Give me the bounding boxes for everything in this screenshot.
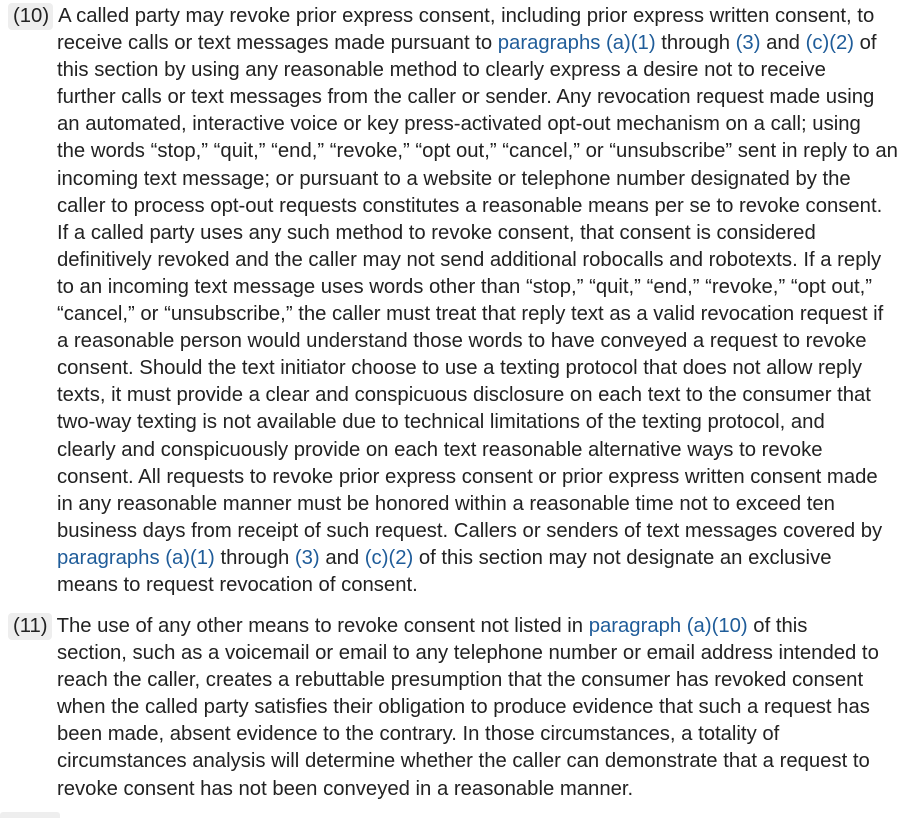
text-segment: a reasonable person would understand those words to have conveyed a request to revoke: [57, 330, 867, 353]
text-segment: revoke consent has not been conveyed in a reasonable manner.: [57, 777, 634, 800]
text-segment: further calls or text messages from the caller or sender. Any revocation request made using: [57, 86, 875, 109]
text-segment: consent. All requests to revoke prior express consent or prior express written consent made: [57, 465, 878, 488]
text-segment: of this: [747, 615, 808, 637]
text-segment: been made, absent evidence to the contrary. In those circumstances, a totality of: [57, 723, 780, 746]
text-line: [0, 545, 892, 572]
text-segment: means to request revocation of consent.: [57, 573, 418, 596]
text-segment: If a called party uses any such method to revoke consent, that consent is considered: [57, 221, 816, 244]
text-segment: in any reasonable manner must be honored within a reasonable time not to exceed ten: [57, 492, 835, 515]
text-segment: of: [854, 32, 877, 55]
text-segment: two-way texting is not available due to technical limitations of the texting protocol, and: [57, 411, 825, 434]
text-line: [0, 138, 898, 165]
text-line: [0, 301, 892, 328]
text-segment: of this section may not designate an exclusive: [413, 546, 832, 569]
cross-reference-link[interactable]: paragraphs (a)(1): [57, 546, 215, 569]
paragraph-10: [0, 3, 898, 599]
text-line: [0, 776, 892, 803]
text-line: [0, 382, 892, 409]
text-line: [0, 518, 892, 545]
text-segment: incoming text message; or pursuant to a website or telephone number designated by the: [57, 167, 851, 190]
text-line: [0, 409, 892, 436]
text-line: [0, 193, 892, 220]
next-paragraph-number-edge: [0, 812, 60, 818]
text-segment: caller to process opt-out requests constitutes a reasonable means per se to revoke consent.: [57, 194, 883, 217]
text-line: [0, 57, 892, 84]
text-line: [0, 247, 892, 274]
cross-reference-link[interactable]: paragraph (a)(10): [588, 615, 748, 637]
text-segment: reach the caller, creates a rebuttable presumption that the consumer has revoked consent: [57, 669, 864, 692]
text-segment: section, such as a voicemail or email to any telephone number or email address intended to: [57, 642, 879, 665]
text-segment: clearly and conspicuously provide on each text reasonable alternative ways to revoke: [57, 438, 823, 461]
cross-reference-link[interactable]: (c)(2): [364, 546, 414, 569]
text-line: [0, 3, 892, 30]
paragraph-number: (11): [8, 613, 52, 640]
text-line: [0, 355, 892, 382]
text-segment: business days from receipt of such request. Callers or senders of text messages covered by: [57, 519, 883, 542]
text-segment: consent. Should the text initiator choose to use a texting protocol that does not allow reply: [57, 357, 862, 380]
text-segment: and: [760, 32, 806, 55]
text-line: [0, 464, 892, 491]
text-segment: definitively revoked and the caller may not send additional robocalls and robotexts. If a reply: [57, 248, 882, 271]
text-segment: “cancel,” or “unsubscribe,” the caller must treat that reply text as a valid revocation request if: [57, 303, 884, 326]
text-line: [0, 84, 892, 111]
text-segment: the words “stop,” “quit,” “end,” “revoke,” “opt out,” “cancel,” or “unsubscribe” sent in reply to an: [57, 140, 898, 163]
text-line: [0, 694, 892, 721]
text-line: [0, 328, 892, 355]
paragraph-number: (10): [8, 3, 53, 30]
text-segment: to an incoming text message uses words other than “stop,” “quit,” “end,” “revoke,” “opt out,”: [57, 275, 872, 298]
text-line: [0, 613, 892, 640]
text-line: [0, 30, 892, 57]
text-segment: receive calls or text messages made pursuant to: [57, 32, 498, 55]
cross-reference-link[interactable]: (3): [735, 32, 761, 55]
cross-reference-link[interactable]: paragraphs (a)(1): [497, 32, 656, 55]
text-line: [0, 572, 892, 599]
text-segment: A called party may revoke prior express consent, including prior express written consent, to: [58, 5, 875, 27]
text-line: [0, 166, 892, 193]
paragraph-11: [0, 613, 892, 803]
text-line: [0, 111, 892, 138]
cross-reference-link[interactable]: (3): [294, 546, 320, 569]
text-segment: an automated, interactive voice or key press-activated opt-out mechanism on a call; using: [57, 113, 861, 136]
text-segment: through: [655, 32, 736, 55]
text-segment: and: [319, 546, 365, 569]
text-line: [0, 220, 892, 247]
text-segment: through: [214, 546, 295, 569]
text-segment: The use of any other means to revoke consent not listed in: [56, 615, 589, 637]
text-line: [0, 491, 892, 518]
text-segment: circumstances analysis will determine whether the caller can demonstrate that a request to: [57, 750, 870, 773]
text-segment: texts, it must provide a clear and conspicuous disclosure on each text to the consumer that: [57, 384, 871, 407]
text-line: [0, 721, 892, 748]
text-line: [0, 667, 892, 694]
text-line: [0, 437, 892, 464]
text-segment: this section by using any reasonable method to clearly express a desire not to receive: [57, 59, 826, 82]
text-segment: when the called party satisfies their obligation to produce evidence that such a request has: [57, 696, 870, 719]
text-line: [0, 640, 892, 667]
text-line: [0, 748, 892, 775]
cross-reference-link[interactable]: (c)(2): [805, 32, 854, 55]
text-line: [0, 274, 892, 301]
